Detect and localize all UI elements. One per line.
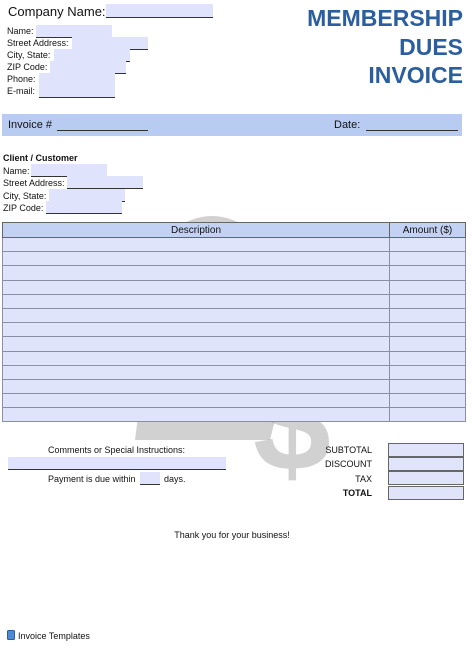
date-field[interactable] [366, 118, 458, 131]
table-row [3, 266, 466, 280]
amount-cell[interactable] [390, 280, 466, 294]
client-zip-field[interactable] [46, 201, 122, 214]
total-label: TOTAL [342, 488, 372, 498]
description-cell[interactable] [3, 379, 390, 393]
tax-label: TAX [355, 474, 372, 484]
amount-cell[interactable] [390, 408, 466, 422]
tax-field[interactable] [388, 471, 464, 485]
amount-cell[interactable] [390, 337, 466, 351]
document-icon [7, 630, 15, 640]
amount-cell[interactable] [390, 266, 466, 280]
phone-label: Phone: [7, 74, 36, 84]
table-row [3, 323, 466, 337]
table-row [3, 238, 466, 252]
subtotal-label: SUBTOTAL [325, 445, 372, 455]
table-row [3, 379, 466, 393]
discount-label: DISCOUNT [325, 459, 372, 469]
amount-cell[interactable] [390, 308, 466, 322]
description-cell[interactable] [3, 394, 390, 408]
comments-label: Comments or Special Instructions: [48, 445, 186, 455]
description-cell[interactable] [3, 323, 390, 337]
client-name-label: Name: [3, 166, 30, 176]
table-row [3, 252, 466, 266]
title-line-2: DUES [399, 34, 463, 60]
name-label: Name: [7, 26, 34, 36]
amount-cell[interactable] [390, 252, 466, 266]
city-state-label: City, State: [7, 50, 51, 60]
amount-cell[interactable] [390, 323, 466, 337]
description-cell[interactable] [3, 280, 390, 294]
amount-header: Amount ($) [390, 223, 466, 238]
amount-cell[interactable] [390, 379, 466, 393]
email-label: E-mail: [7, 86, 36, 96]
client-heading: Client / Customer [3, 153, 78, 163]
description-cell[interactable] [3, 266, 390, 280]
table-row [3, 280, 466, 294]
total-field[interactable] [388, 486, 464, 500]
client-street-field[interactable] [67, 176, 143, 189]
description-cell[interactable] [3, 308, 390, 322]
comments-field[interactable] [8, 457, 226, 470]
date-label: Date: [334, 119, 361, 131]
payment-suffix: days. [164, 474, 186, 484]
amount-cell[interactable] [390, 365, 466, 379]
table-row [3, 294, 466, 308]
invoice-number-field[interactable] [57, 118, 148, 131]
amount-cell[interactable] [390, 351, 466, 365]
table-row [3, 351, 466, 365]
zip-code-label: ZIP Code: [7, 62, 48, 72]
amount-cell[interactable] [390, 238, 466, 252]
table-row [3, 365, 466, 379]
items-table [2, 222, 465, 422]
company-name-label: Company Name: [8, 4, 106, 19]
street-address-label: Street Address: [7, 38, 69, 48]
description-cell[interactable] [3, 252, 390, 266]
payment-prefix: Payment is due within [48, 474, 136, 484]
description-cell[interactable] [3, 294, 390, 308]
description-cell[interactable] [3, 238, 390, 252]
client-street-label: Street Address: [3, 178, 65, 188]
title-line-3: INVOICE [368, 62, 463, 88]
discount-field[interactable] [388, 457, 464, 471]
email-field[interactable] [39, 85, 115, 98]
invoice-number-label: Invoice # [8, 119, 53, 131]
table-row [3, 308, 466, 322]
amount-cell[interactable] [390, 294, 466, 308]
table-row [3, 408, 466, 422]
payment-days-field[interactable] [140, 472, 160, 485]
description-header: Description [3, 223, 390, 238]
company-name-field[interactable] [106, 4, 213, 18]
subtotal-field[interactable] [388, 443, 464, 457]
table-row [3, 337, 466, 351]
title-line-1: MEMBERSHIP [307, 5, 463, 31]
table-row [3, 394, 466, 408]
description-cell[interactable] [3, 351, 390, 365]
amount-cell[interactable] [390, 394, 466, 408]
description-cell[interactable] [3, 408, 390, 422]
description-cell[interactable] [3, 337, 390, 351]
description-cell[interactable] [3, 365, 390, 379]
thank-you-text: Thank you for your business! [174, 530, 290, 540]
client-city-label: City, State: [3, 191, 47, 201]
client-zip-label: ZIP Code: [3, 203, 44, 213]
footer-brand[interactable]: Invoice Templates [18, 631, 90, 641]
